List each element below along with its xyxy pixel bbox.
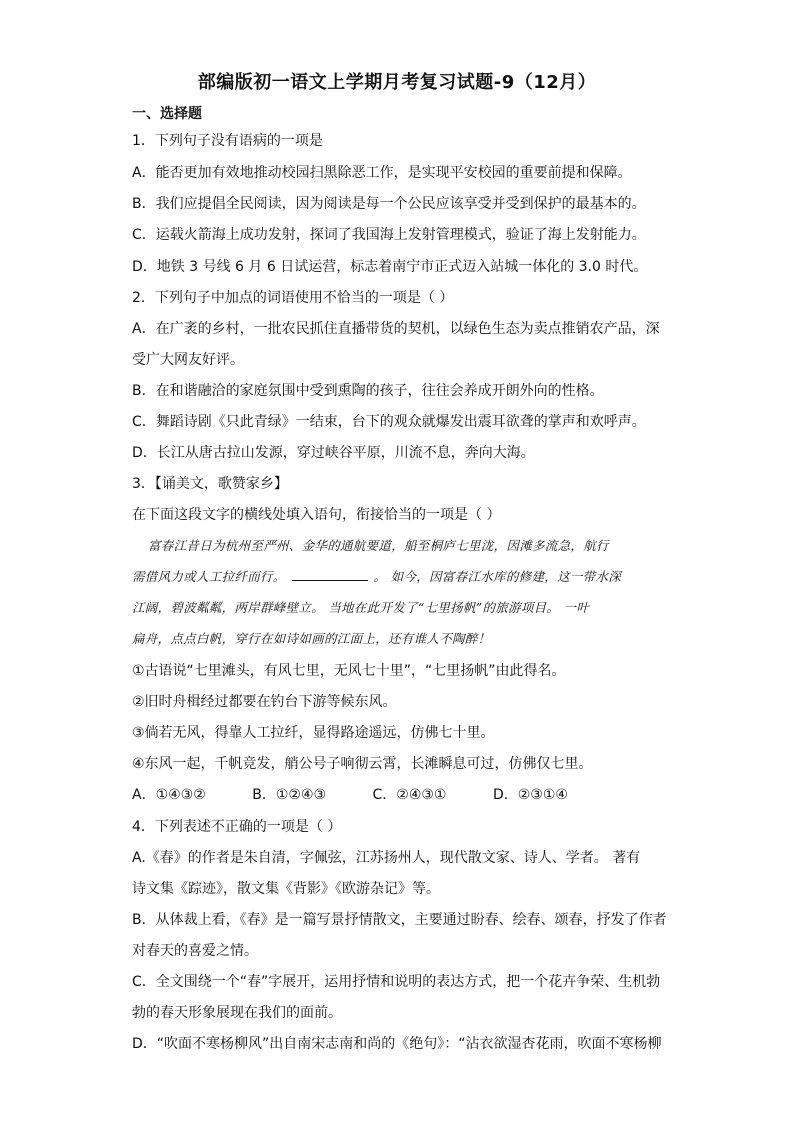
- question-3-option-d: D．②③①④: [492, 787, 568, 803]
- question-2-stem: 2．下列句子中加点的词语使用不恰当的一项是（ ）: [132, 290, 454, 306]
- question-2-option-a-line1: A．在广袤的乡村，一批农民抓住直播带货的契机，以绿色生态为卖点推销农产品，深: [132, 321, 660, 337]
- sentence-4: ④东风一起，千帆竞发，艄公号子响彻云霄，长滩瞬息可过，仿佛仅七里。: [132, 756, 593, 772]
- question-4-stem: 4．下列表述不正确的一项是（ ）: [132, 819, 342, 835]
- passage-line-4: 扁舟，点点白帆，穿行在如诗如画的江面上，还有谁人不陶醉！: [132, 631, 491, 646]
- question-1-option-d: D．地铁 3 号线 6 月 6 日试运营，标志着南宁市正式迈入站城一体化的 3.0 时代。: [132, 259, 648, 275]
- question-4-option-b-line1: B．从体裁上看，《春》是一篇写景抒情散文，主要通过盼春、绘春、颂春，抒发了作者: [132, 912, 667, 928]
- passage-line-2-start: 需借风力或人工拉纤而行。: [132, 569, 286, 584]
- question-4-option-b-line2: 对春天的喜爱之情。: [132, 943, 258, 959]
- question-1-option-b: B．我们应提倡全民阅读，因为阅读是每一个公民应该享受并受到保护的最基本的。: [132, 196, 646, 212]
- sentence-2: ②旧时舟楫经过都要在钓台下游等候东风。: [132, 694, 397, 710]
- question-3-option-c: C．②④③①: [372, 787, 447, 803]
- question-4-option-d-line1: D．“吹面不寒杨柳风”出自南宋志南和尚的《绝句》：“沾衣欲湿杏花雨，吹面不寒杨柳: [132, 1036, 662, 1052]
- passage-line-2-end: 。 如今，因富春江水库的修建，这一带水深: [373, 569, 622, 584]
- sentence-1: ①古语说“七里滩头，有风七里，无风七十里”，“七里扬帆”由此得名。: [132, 663, 566, 679]
- question-4-option-c-line1: C．全文围绕一个“春”字展开，运用抒情和说明的表达方式，把一个花卉争荣、生机勃: [132, 974, 661, 990]
- question-2-option-c: C．舞蹈诗剧《只此青绿》一结束，台下的观众就爆发出震耳欲聋的掌声和欢呼声。: [132, 414, 646, 430]
- question-1-option-c: C．运载火箭海上成功发射，探词了我国海上发射管理模式，验证了海上发射能力。: [132, 227, 646, 243]
- question-4-option-a-line2: 诗文集《踪迹》，散文集《背影》《欧游杂记》等。: [132, 881, 440, 897]
- question-3-options: [132, 786, 610, 804]
- fill-blank-line: [292, 569, 368, 581]
- question-2-option-a-line2: 受广大网友好评。: [132, 352, 244, 368]
- question-1-stem: 1．下列句子没有语病的一项是: [132, 133, 323, 149]
- section-heading: 一、选择题: [132, 106, 202, 122]
- sentence-3: ③倘若无风，得靠人工拉纤，显得路途遥远，仿佛七十里。: [132, 725, 495, 741]
- page-title: 部编版初一语文上学期月考复习试题-9（12月）: [197, 72, 597, 93]
- question-2-option-b: B．在和谐融洽的家庭氛围中受到熏陶的孩子，往往会养成开朗外向的性格。: [132, 383, 604, 399]
- passage-line-2: [132, 569, 621, 585]
- question-4-option-c-line2: 勃的春天形象展现在我们的面前。: [132, 1005, 342, 1021]
- question-2-option-d: D．长江从唐古拉山发源，穿过峡谷平原，川流不息，奔向大海。: [132, 445, 535, 461]
- question-3-stem: 3．【诵美文，歌赞家乡】: [132, 476, 288, 492]
- question-1-option-a: A．能否更加有效地推动校园扫黑除恶工作，是实现平安校园的重要前提和保障。: [132, 165, 632, 181]
- question-3-option-a: A．①④③②: [132, 787, 206, 803]
- question-4-option-a-line1: A.《春》的作者是朱自清，字佩弦，江苏扬州人，现代散文家、诗人、学者。 著有: [132, 850, 641, 866]
- passage-line-3: 江阔，碧波粼粼，两岸群峰壁立。 当地在此开发了“七里扬帆”的旅游项目。 一叶: [132, 600, 590, 615]
- question-3-instruction: 在下面这段文字的横线处填入语句，衔接恰当的一项是（ ）: [132, 507, 501, 523]
- passage-line-1: 富春江昔日为杭州至严州、金华的通航要道，船至桐庐七里泷，因滩多流急，航行: [148, 538, 609, 553]
- question-3-option-b: B．①②④③: [252, 787, 327, 803]
